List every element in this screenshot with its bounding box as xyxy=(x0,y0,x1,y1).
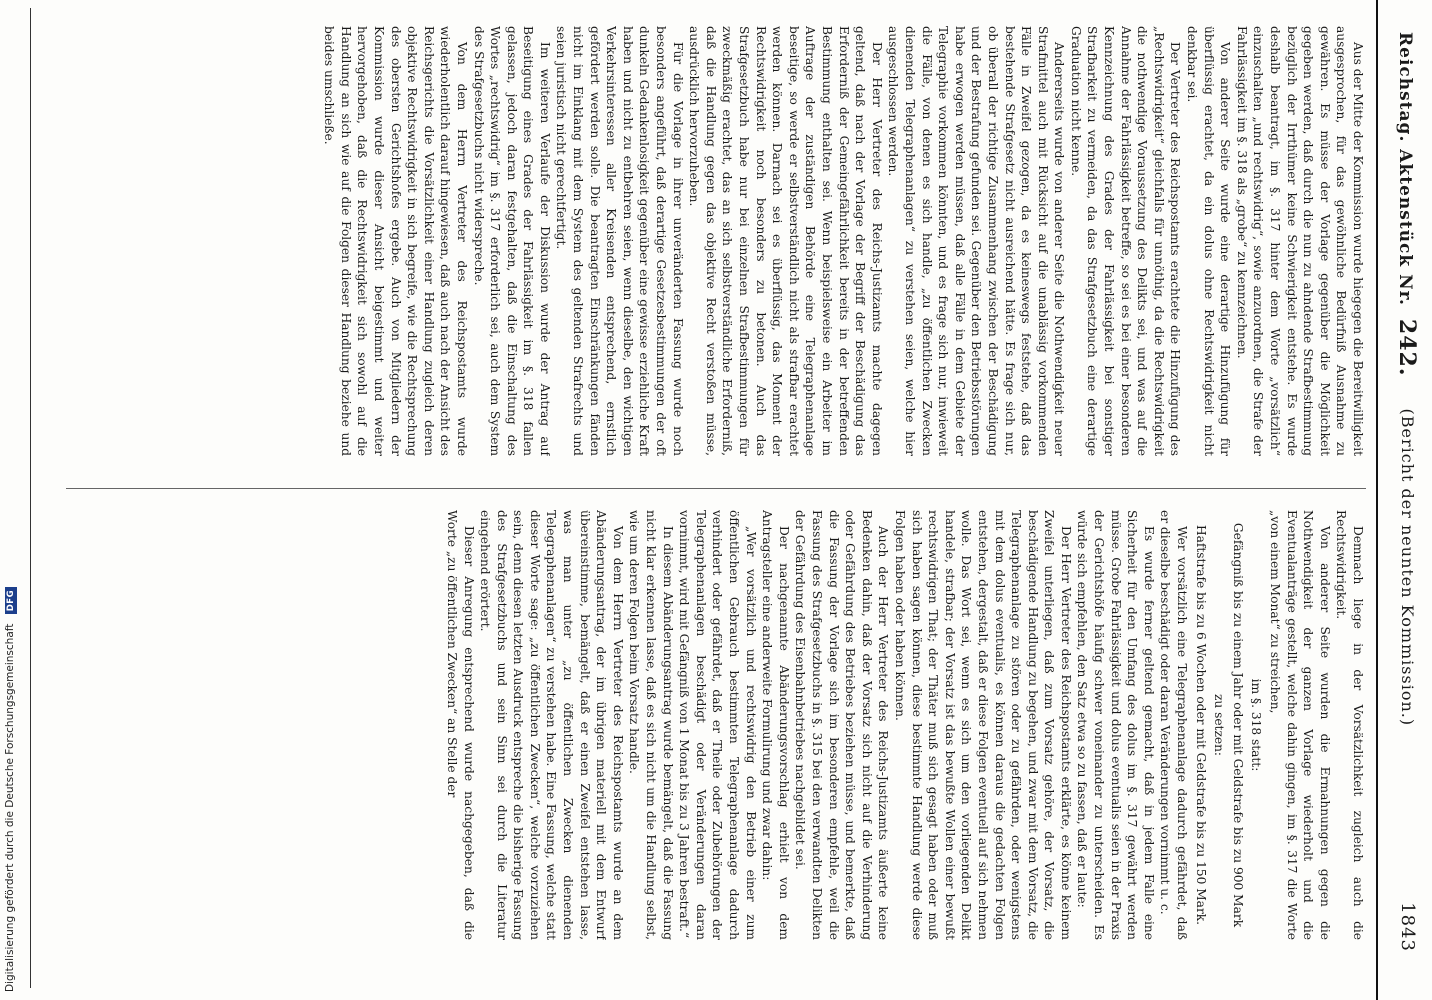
header-title xyxy=(1394,32,1420,376)
paragraph: Wer vorsätzlich eine Telegraphenanlage dadurch gefährdet, daß er dieselbe beschädigt oder daran Veränderungen vornimmt u. c. xyxy=(1158,510,1190,940)
paragraph: Der nachgenannte Abänderungsvorschlag erhielt von dem Antragsteller eine anderweite Formulirung und zwar dahin: xyxy=(760,510,791,940)
paragraph: In diesem Abänderungsantrag wurde bemängelt, daß die Fassung nicht klar erkennen lasse, daß es sich nicht um die Handlung selbst, wie um deren Folgen beim Vorsatz handle. xyxy=(627,510,675,940)
paragraph: Aus der Mitte der Kommission wurde hiegegen die Bereitwilligkeit ausgesprochen, für das gewöhnliche Bedürfniß Ausnahme zu gewähren. Es müsse der Vorlage gegenüber die Möglichkeit gegeben werden, daß durch die nun zu ahndende Strafbestimmung bezüglich der Irrthümer keine Schwierigkeit entstehe. Es wurde deshalb beantragt, im §. 317 hinter dem Worte „vorsätzlich“ einzuschalten „und rechtswidrig“, sowie anzuordnen, die Strafe der Fahrlässigkeit im §. 318 als „grobe“ zu kennzeichnen. xyxy=(1234,26,1365,456)
paragraph: zu setzen: xyxy=(1212,693,1227,757)
paragraph: Für die Vorlage in ihrer unveränderten Fassung wurde noch besonders angeführt, daß derartige Gesetzesbestimmungen der oft dunkeln Gedankenlosigkeit gegenüber eine gewisse erziehliche Kraft haben und nicht zu entbehren seien, wenn dieselbe, den wichtigen Verkehrsinteressen aller Kreisenden entsprechend, ernstlich gefördert werden solle. Die beantragten Einschränkungen fänden nicht im Einklang mit dem System des geltenden Strafrechts und seien juristisch nicht gerechtfertigt. xyxy=(554,26,685,456)
dfg-logo: DFG xyxy=(5,587,17,614)
paragraph: „Wer vorsätzlich und rechtswidrig den Betrieb einer zum öffentlichen Gebrauch bestimmten Telegraphenanlage dadurch verhindert oder gefährdet, daß er Theile oder Zubehörungen der Telegraphenanlagen beschädigt oder Veränderungen daran vornimmt, wird mit Gefängniß von 1 Monat bis zu 3 Jahren bestraft.“ xyxy=(677,510,758,940)
paragraph: Der Vertreter des Reichspostamts erachtete die Hinzufügung des „Rechtswidrigkeit“ gleichfalls für unnöthig, da die Rechtswidrigkeit die nothwendige Voraussetzung des Delikts sei, und was auf die Annahme der Fahrlässigkeit betreffe, so sei es bei einer besonderen Kennzeichnung des Grades der Fahrlässigkeit bei sonstiger Strafbarkeit zu vermeiden, da das Strafgesetzbuch eine derartige Graduation nicht kenne. xyxy=(1068,26,1183,456)
digitization-credit xyxy=(4,587,17,992)
paragraph: Im weiteren Verlaufe der Diskussion wurde der Antrag auf Beseitigung eines Grades der Fahrlässigkeit im §. 318 fallen gelassen, jedoch daran festgehalten, daß die Einschaltung des Wortes „rechtswidrig“ im §. 317 erforderlich sei, auch dem System des Strafgesetzbuchs nicht widerspreche. xyxy=(471,26,552,456)
header-right-title: (Bericht der neunten Kommission.) xyxy=(1398,408,1417,727)
paragraph: Von dem Herrn Vertreter des Reichspostamts wurde wiederholentlich darauf hingewiesen, daß auch nach der Ansicht des Reichsgerichts die Vorsätzlichkeit einer Handlung zugleich deren objektive Rechtswidrigkeit in sich begreife, wie die Rechtsprechung des obersten Gerichtshofes ergebe. Auch von Mitgliedern der Kommission wurde dieser Ansicht beigestimmt und weiter hervorgehoben, daß die Rechtswidrigkeit sich sowohl auf die Handlung an sich wie auf die Folgen dieser Handlung beziehe und beides umschließe. xyxy=(322,26,469,456)
header-right xyxy=(1397,409,1418,952)
credit-text: Digitalisierung gefördert durch die Deutsche Forschungsgemeinschaft xyxy=(4,623,16,992)
paragraph: Dieser Anregung entsprechend wurde nachgegeben, daß die Worte „zu öffentlichen Zwecken“ an Stelle der xyxy=(444,510,476,940)
header-document-number: 242. xyxy=(1394,318,1420,377)
paragraph: im §. 318 statt: xyxy=(1249,678,1264,772)
paragraph: Von anderer Seite wurde eine derartige Hinzufügung für überflüssig erachtet, da ein dolus ohne Rechtswidrigkeit nicht denkbar sei. xyxy=(1185,26,1233,456)
paragraph: Gefängniß bis zu einem Jahr oder mit Geldstrafe bis zu 900 Mark xyxy=(1230,522,1245,928)
paragraph: Es wurde ferner geltend gemacht, daß in jedem Falle eine Sicherheit für den Umfang des dolus im §. 317 gewährt werden müsse. Grobe Fahrlässigkeit und dolus eventualis seien in der Praxis der Gerichtshöfe häufig schwer voneinander zu unterscheiden. Es würde sich empfehlen, den Satz etwa so zu fassen, daß er laute: xyxy=(1075,510,1156,940)
paragraph: Der Herr Vertreter des Reichspostamts erklärte, es könne keinem Zweifel unterliegen, daß zum Vorsatz gehöre, der Vorsatz, die beschädigende Handlung zu begehen, und zwar mit dem Vorsatz, die Telegraphenanlage zu stören oder zu gefährden, oder wenigstens mit dem dolus eventualis, es können daraus die gedachten Folgen entstehen, dergestalt, daß er diese Folgen eventuell auf sich nehmen wolle. Das Wort sei, wenn es sich um den vorliegenden Delikt handele, strafbar; der Vorsatz ist das bewußte Wollen einer bewußt rechtswidrigen That; der Thäter muß sich gesagt haben oder muß sich haben sagen können, diese bestimmte Handlung werde diese Folgen haben oder haben können. xyxy=(892,510,1073,940)
column-divider xyxy=(66,488,1366,489)
paragraph: Von anderer Seite wurden die Ermahnungen gegen die Nothwendigkeit der ganzen Vorlage wiederholt und die Eventualanträge gestellt, welche dahin gingen, im §. 317 die Worte „von einem Monat“ zu streichen, xyxy=(1268,510,1332,940)
right-text-column xyxy=(48,510,1366,940)
paragraph: Haftstrafe bis zu 6 Wochen oder mit Geldstrafe bis zu 150 Mark. xyxy=(1193,524,1208,926)
paragraph: Der Herr Vertreter des Reichs-Justizamts machte dagegen geltend, daß nach der Vorlage der Begriff der Beschädigung das Erforderniß der Gemeingefährlichkeit bereits in der betreffenden Bestimmung enthalten sei. Wenn beispielsweise ein Arbeiter im Auftrage der zuständigen Behörde eine Telegraphenanlage beseitige, so werde er selbstverständlich nicht als strafbar erachtet werden können. Darnach sei es überflüssig, das Moment der Rechtswidrigkeit noch besonders zu betonen. Auch das Strafgesetzbuch habe nur bei einzelnen Strafbestimmungen für zweckmäßig erachtet, das an sich selbstverständliche Erforderniß, daß die Handlung gegen das objektive Recht verstoßen müsse, ausdrücklich hervorzuheben. xyxy=(687,26,884,456)
paragraph: Demnach liege in der Vorsätzlichkeit zugleich auch die Rechtswidrigkeit. xyxy=(1334,510,1365,940)
page-header xyxy=(1376,0,1432,1000)
paragraph: Von dem Herrn Vertreter des Reichspostamts wurde an dem Abänderungsantrag, der im übrigen materiell mit dem Entwurf übereinstimme, bemängelt, daß er einen Zweifel entstehen lasse, was man unter „zu öffentlichen Zwecken dienenden Telegraphenanlagen“ zu verstehen habe. Eine Fassung, welche statt dieser Worte sage: „zu öffentlichen Zwecken“, welche vorzuziehen sein, denn diesen letzten Ausdruck entspreche die bisherige Fassung des Strafgesetzbuchs und sein Sinn sei durch die Literatur eingehend erörtert. xyxy=(478,510,625,940)
paragraph: Andererseits wurde von anderer Seite die Nothwendigkeit neuer Strafmittel auch mit Rücksicht auf die unablässig vorkommenden Fälle in Zweifel gezogen, da es keineswegs feststehe, daß das bestehende Strafgesetz nicht ausreichend hätte. Es frage sich nur, ob überall der richtige Zusammenhang zwischen der Beschädigung und der Bestrafung gefunden sei. Gegenüber den Betriebsstörungen habe erwogen werden müssen, daß alle Fälle in dem Gebiete der Telegraphie vorkommen könnten, und es frage sich nur, inwieweit die Fälle, von denen es sich handle, „zu öffentlichen Zwecken dienenden Telegraphenanlagen“ zu verstehen seien, welche hier ausgeschlossen werden. xyxy=(886,26,1067,456)
header-left-title: Reichstag. Aktenstück Nr. xyxy=(1395,32,1415,306)
left-text-column xyxy=(48,26,1366,456)
paragraph: Auch der Herr Vertreter des Reichs-Justizamts äußerte keine Bedenken dahin, daß der Vorsatz sich nicht auf die Verhinderung oder Gefährdung des Betriebes beziehen müsse, und bemerkte, daß die Fassung der Vorlage sich im besonderen empfehle, weil die Fassung des Strafgesetzbuchs in §. 315 bei den verwandten Delikten der Gefährdung des Eisenbahnbetriebes nachgebildet sei. xyxy=(793,510,891,940)
page-number: 1843 xyxy=(1397,902,1418,952)
